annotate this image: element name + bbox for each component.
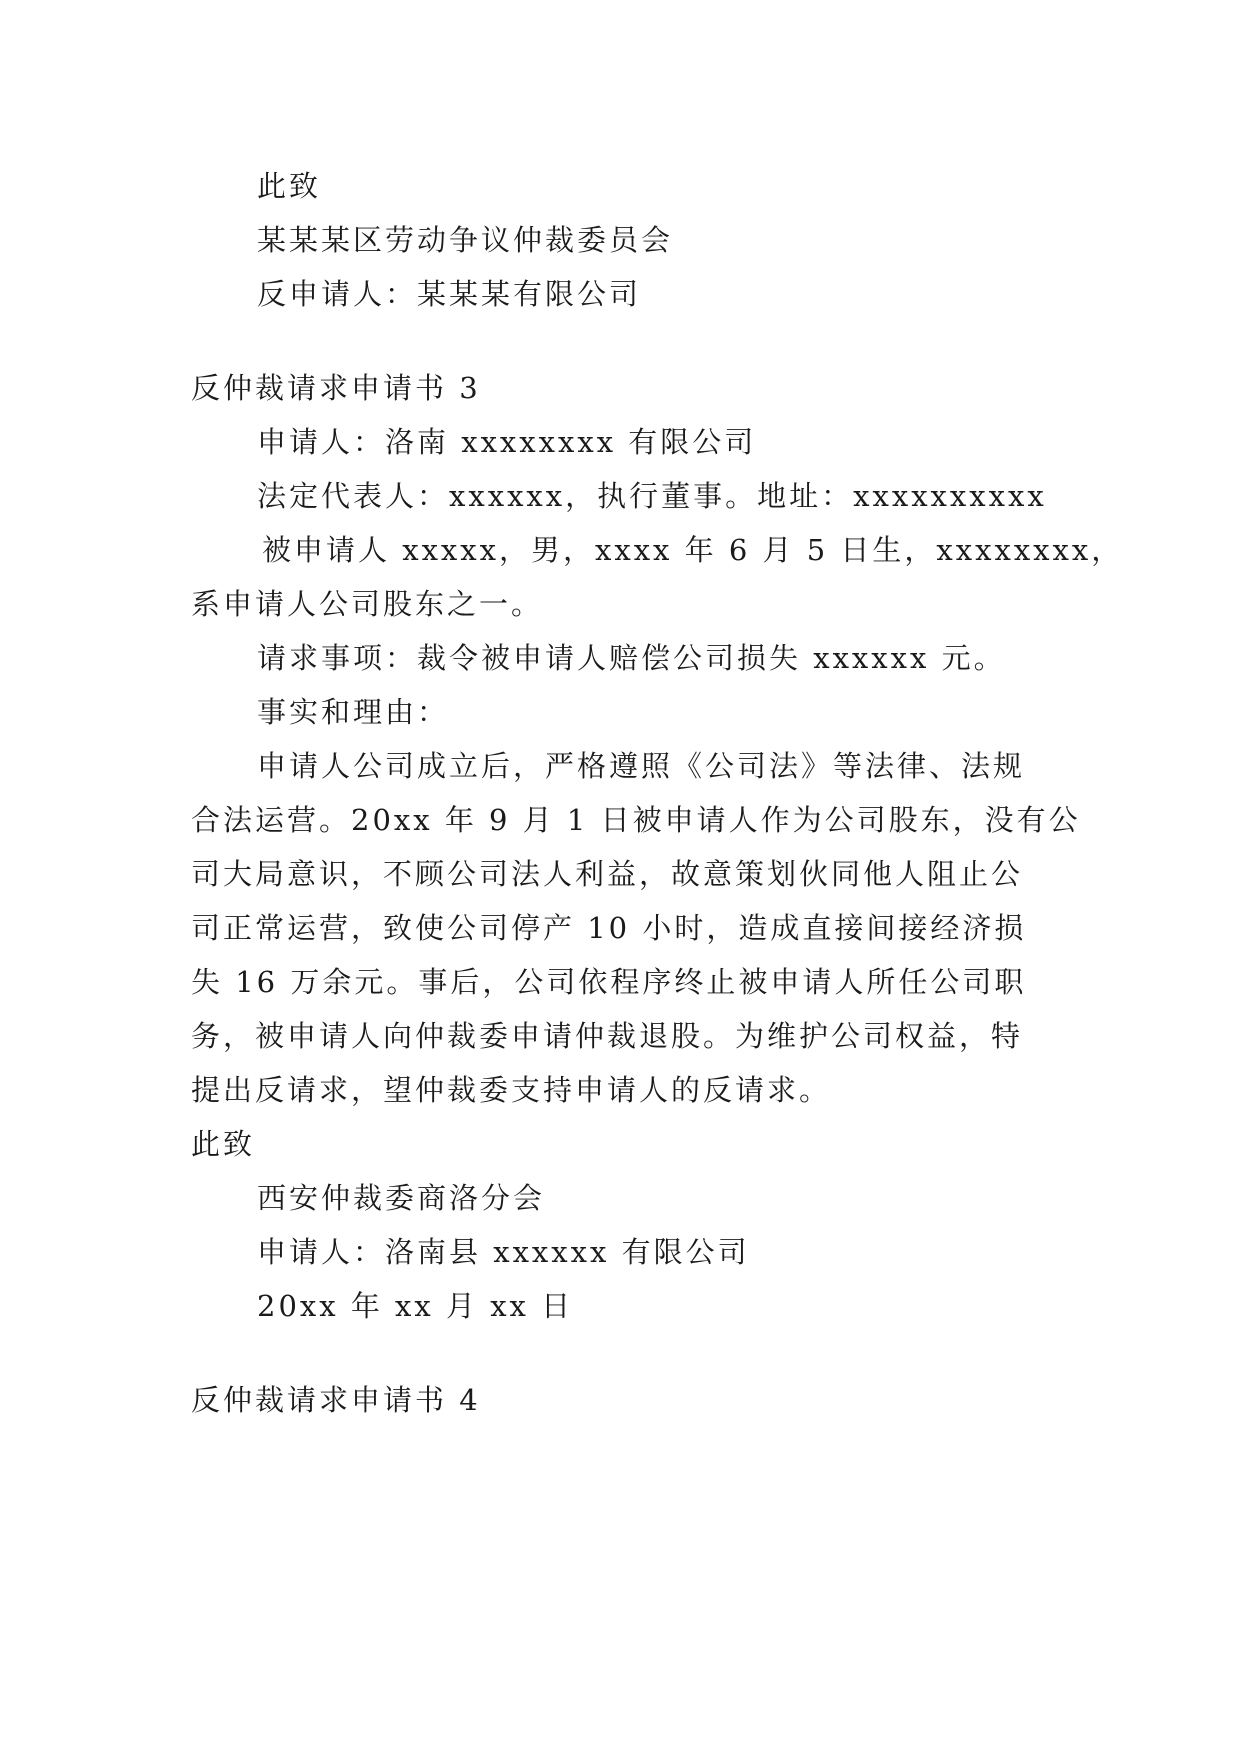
applicant-text: 申请人：洛南 xxxxxxxx 有限公司: [257, 425, 757, 459]
facts-line: 失 16 万余元。事后，公司依程序终止被申请人所任公司职: [191, 965, 1027, 999]
closing-text: 此致: [257, 169, 322, 203]
recipient-text: 某某某区劳动争议仲裁委员会: [257, 223, 674, 257]
facts-line: 司大局意识，不顾公司法人利益，故意策划伙同他人阻止公: [191, 857, 1024, 891]
recipient-text: 西安仲裁委商洛分会: [257, 1181, 546, 1215]
date-text: 20xx 年 xx 月 xx 日: [257, 1289, 574, 1323]
facts-line: 司正常运营，致使公司停产 10 小时，造成直接间接经济损: [191, 911, 1027, 945]
respondent-text: 被申请人 xxxxx，男，xxxx 年 6 月 5 日生，xxxxxxxx，: [262, 533, 1124, 567]
closing-text: 此致: [191, 1127, 256, 1161]
section-title: 反仲裁请求申请书 4: [191, 1383, 481, 1417]
facts-line: 合法运营。20xx 年 9 月 1 日被申请人作为公司股东，没有公: [191, 803, 1081, 837]
facts-line: 申请人公司成立后，严格遵照《公司法》等法律、法规: [257, 749, 1026, 783]
facts-line: 提出反请求，望仲裁委支持申请人的反请求。: [191, 1073, 832, 1107]
facts-line: 务，被申请人向仲裁委申请仲裁退股。为维护公司权益，特: [191, 1019, 1024, 1053]
section-title: 反仲裁请求申请书 3: [191, 371, 481, 405]
signature-text: 申请人：洛南县 xxxxxx 有限公司: [257, 1235, 750, 1269]
respondent-text-cont: 系申请人公司股东之一。: [191, 587, 544, 621]
counter-applicant-text: 反申请人：某某某有限公司: [257, 277, 642, 311]
request-text: 请求事项：裁令被申请人赔偿公司损失 xxxxxx 元。: [257, 641, 1006, 675]
facts-heading: 事实和理由：: [257, 695, 450, 729]
legal-rep-text: 法定代表人：xxxxxx，执行董事。地址：xxxxxxxxxx: [257, 479, 1047, 513]
